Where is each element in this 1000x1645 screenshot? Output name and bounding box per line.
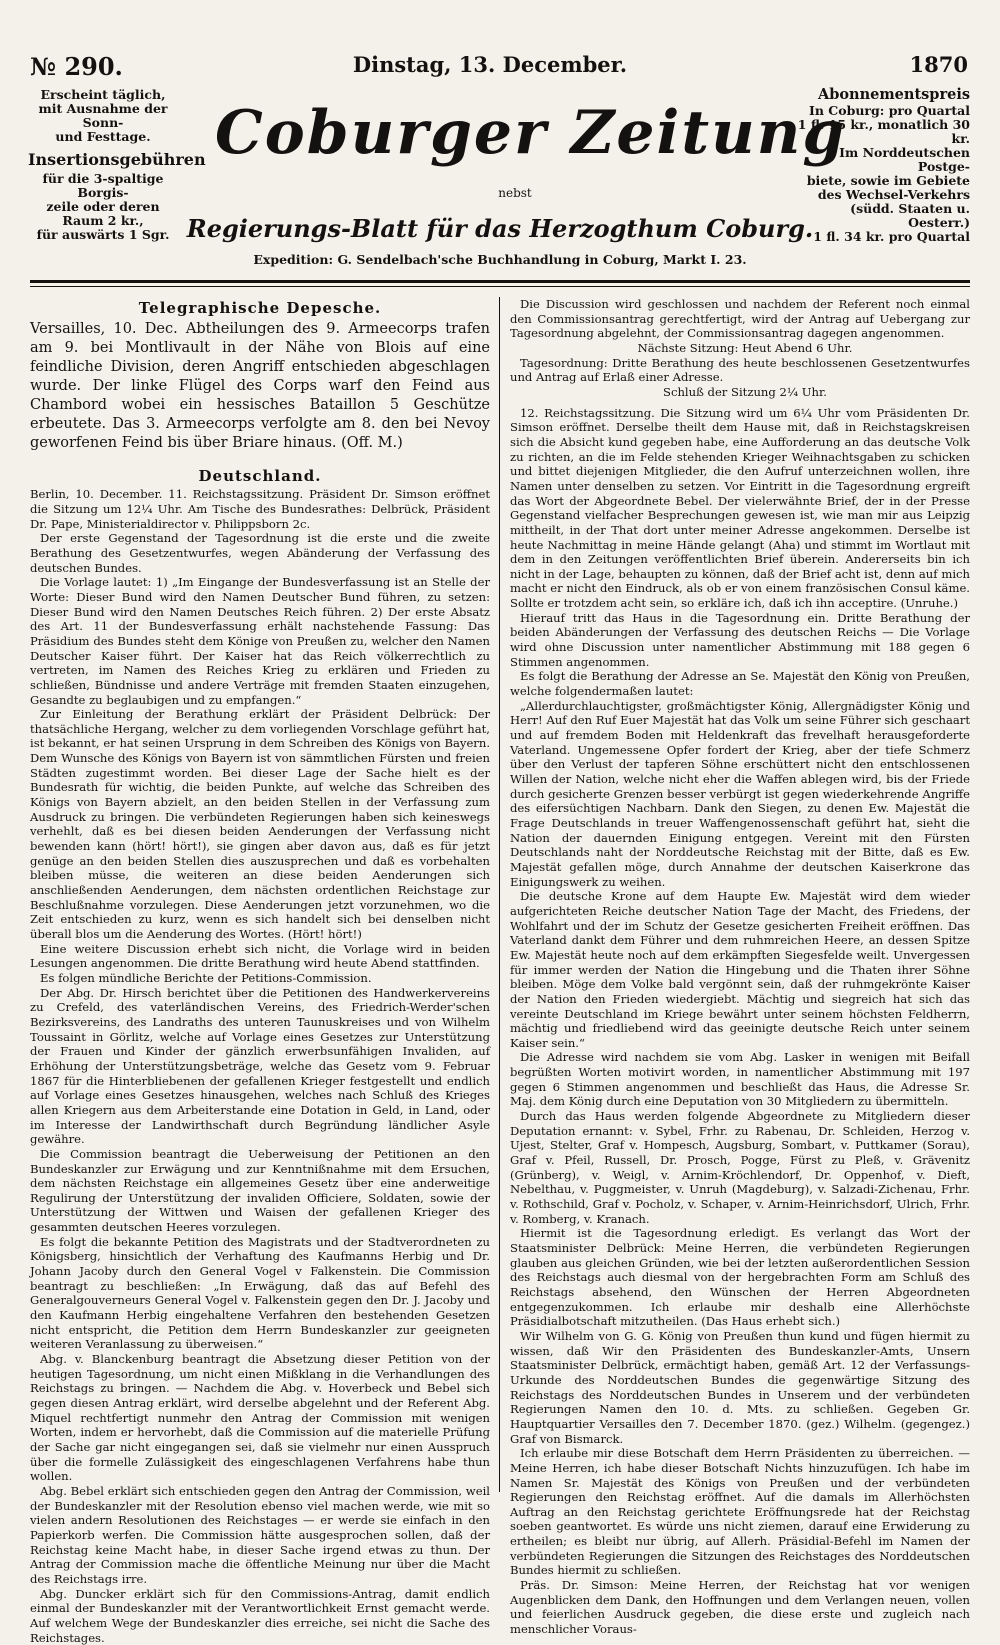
article-paragraph: Der Abg. Dr. Hirsch berichtet über die Petitionen des Handwerkervereins zu Crefeld, des vaterländischen Vereins, des Friedrich-Werder'schen Bezirksvereins, des Landraths des unteren Taunuskreises und von Wilhelm Toussaint in Görlitz, welche auf Vorlage eines Gesetzes zur Unterstützung der Frauen und Kinder der gänzlich erwerbsunfähigen Invaliden, auf Erhöhung der Unterstützungsbeträge, welche das Gesetz vom 9. Februar 1867 für die Hinterbliebenen der gefallenen Krieger festgestellt und endlich auf Vorlage eines Gesetzes hinausgehen, welches nach Schluß des Krieges allen Kriegern aus dem Arbeiterstande eine Dotation in Geld, in Land, oder im Interesse der Landwirthschaft durch Begründung ländlicher Asyle gewähre. [30,985,490,1147]
article-paragraph: Die Adresse wird nachdem sie vom Abg. Lasker in wenigen mit Beifall begrüßten Worten motivirt worden, in namentlicher Abstimmung mit 197 gegen 6 Stimmen angenommen und beschließt das Haus, die Adresse Sr. Maj. dem König durch eine Deputation von 30 Mitgliedern zu übermitteln. [510,1050,970,1109]
article-paragraph: Wir Wilhelm von G. G. König von Preußen thun kund und fügen hiermit zu wissen, daß Wir den Präsidenten des Bundeskanzler-Amts, Unsern Staatsminister Delbrück, ermächtigt haben, gemäß Art. 12 der Verfassungs-Urkunde des Norddeutschen Bundes die gegenwärtige Sitzung des Reichstags des Norddeutschen Bundes in Unserem und der verbündeten Regierungen Namen den 10. d. Mts. zu schließen. Gegeben Gr. Hauptquartier Versailles den 7. December 1870. (gez.) Wilhelm. (gegengez.) Graf von Bismarck. [510,1328,970,1446]
article-paragraph: Präs. Dr. Simson: Meine Herren, der Reichstag hat vor wenigen Augenblicken dem Dank, den Hoffnungen und dem Verlangen neuen, vollen und feierlichen Ausdruck gegeben, die diese erste und zugleich nach menschlicher Voraus- [510,1578,970,1637]
masthead-rule-thick [30,280,970,283]
article-paragraph: Nächste Sitzung: Heut Abend 6 Uhr. [637,340,853,355]
article-paragraph: Versailles, 10. Dec. Abtheilungen des 9. Armeecorps trafen am 9. bei Montlivault in der Nähe von Blois auf eine feindliche Division, deren Angriff entschieden abgeschlagen wurde. Der linke Flügel des Corps warf den Feind aus Chambord wobei ein hessisches Bataillon 5 Geschütze erbeutete. Das 3. Armeecorps verfolgte am 8. den bei Nevoy geworfenen Feind bis über Briare hinaus. (Off. M.) [30,320,490,451]
article-paragraph: Es folgt die bekannte Petition des Magistrats und der Stadtverordneten zu Königsberg, hinsichtlich der Verhaftung des Kaufmanns Herbig und Dr. Johann Jacoby durch den General Vogel v Falkenstein. Die Commission beantragt zu beschließen: „In Erwägung, daß das auf Befehl des Generalgouverneurs General Vogel v. Falkenstein gegen den Dr. J. Jacoby und den Kaufmann Herbig eingehaltene Verfahren den bestehenden Gesetzen nicht entspricht, die Petition dem Herrn Bundeskanzler zur geeigneten weiteren Veranlassung zu überweisen.“ [30,1234,490,1352]
article-paragraph: Es folgt die Berathung der Adresse an Se. Majestät den König von Preußen, welche folgendermaßen lautet: [510,669,970,699]
issue-year: 1870 [909,52,968,77]
section-heading-deutschland: Deutschland. [198,466,322,485]
article-paragraph: Die Vorlage lautet: 1) „Im Eingange der Bundesverfassung ist an Stelle der Worte: Dieser Bund wird den Namen Deutscher Bund führen, zu setzen: Dieser Bund wird den Namen Deutsches Reich führen. 2) Der erste Absatz des Art. 11 der Bundesverfassung erhält nachstehende Fassung: Das Präsidium des Bundes steht dem Könige von Preußen zu, welcher den Namen Deutscher Kaiser führt. Der Kaiser hat das Reich völkerrechtlich zu vertreten, im Namen des Reiches Krieg zu erklären und Frieden zu schließen, Bündnisse und andere Verträge mit fremden Staaten einzugehen, Gesandte zu beglaubigen und zu empfangen.“ [30,575,490,707]
article-paragraph: 12. Reichstagssitzung. Die Sitzung wird um 6¼ Uhr vom Präsidenten Dr. Simson eröffnet. Derselbe theilt dem Hause mit, daß in Reichstagskreisen sich die Absicht kund gegeben habe, eine Aufforderung an das deutsche Volk zu richten, an die im Felde stehenden Krieger Weihnachtsgaben zu schicken und bittet diejenigen Mitglieder, die den Aufruf unterzeichnen wollen, ihre Namen unter denselben zu setzen. Vor Eintritt in die Tagesordnung ergreift das Wort der Abgeordnete Bebel. Der vielerwähnte Brief, der in der Presse Gegenstand vielfacher Besprechungen gewesen ist, wie man mir aus Leipzig mittheilt, in der That dort unter meiner Adresse angekommen. Derselbe ist heute Nachmittag in meine Hände gelangt (Aha) und stimmt im Wortlaut mit dem in den Zeitungen veröffentlichten Brief überein. Andererseits bin ich nicht in der Lage, behaupten zu können, daß der Brief acht ist, denn auf mich macht er nicht den Eindruck, als ob er von einem französischen Consul käme. Sollte er trotzdem acht sein, so erkläre ich, daß ich ihn acceptire. (Unruhe.) [510,405,970,611]
subscription-title: Abonnementspreis [817,86,970,103]
insertion-title: Insertionsgebühren [28,150,206,169]
issue-date: Dinstag, 13. December. [352,52,628,77]
article-paragraph: Die Commission beantragt die Ueberweisung der Petitionen an den Bundeskanzler zur Erwägung und zur Kenntnißnahme mit dem Ersuchen, dem nächsten Reichstage ein allgemeines Gesetz über eine anderweitige Regulirung der Unterstützung der invaliden Officiere, Soldaten, sowie der Unterstützung der Wittwen und Waisen der gefallenen Krieger des gesammten deutschen Heeres vorzulegen. [30,1146,490,1235]
masthead-rule-thin [30,286,970,287]
issue-number: № 290. [30,52,123,81]
expedition-line: Expedition: G. Sendelbach'sche Buchhandlung in Coburg, Markt I. 23. [253,252,747,267]
article-paragraph: „Allerdurchlauchtigster, großmächtigster König, Allergnädigster König und Herr! Auf den Ruf Euer Majestät hat das Volk um seine Führer sich geschaart und auf fremdem Boden mit Heldenkraft das frevelhaft herausgeforderte Vaterland. Ungemessene Opfer fordert der Krieg, aber der tiefe Schmerz über den Verlust der tapferen Söhne erschüttert nicht den entschlossenen Willen der Nation, welche nicht eher die Waffen ablegen wird, bis der Friede durch gesicherte Grenzen besser verbürgt ist gegen wiederkehrende Angriffe des eifersüchtigen Nachbarn. Dank den Siegen, zu denen Ew. Majestät die Frage Deutschlands in treuer Waffengenossenschaft geführt hat, sieht die Nation der dauernden Einigung entgegen. Vereint mit den Fürsten Deutschlands naht der Norddeutsche Reichstag mit der Bitte, daß es Ew. Majestät gefallen möge, durch Annahme der deutschen Kaiserkrone das Einigungswerk zu weihen. [510,698,970,889]
article-paragraph: Die deutsche Krone auf dem Haupte Ew. Majestät wird dem wieder aufgerichteten Reiche deutscher Nation Tage der Macht, des Friedens, der Wohlfahrt und der im Schutz der Gesetze gesicherten Freiheit eröffnen. Das Vaterland dankt dem Führer und dem ruhmreichen Heere, an dessen Spitze Ew. Majestät heute noch auf dem erkämpften Siegesfelde weilt. Unvergessen für immer werden der Nation die Hingebung und die Thaten ihrer Söhne bleiben. Möge dem Volke bald vergönnt sein, daß der ruhmgekrönte Kaiser der Nation den Frieden wiedergiebt. Mächtig und siegreich hat sich das vereinte Deutschland im Kriege bewährt unter seinem höchsten Feldherrn, mächtig und friedliebend wird das geeinigte deutsche Reich unter seinem Kaiser sein.“ [510,889,970,1050]
publication-note: Erscheint täglich, mit Ausnahme der Sonn- und Festtage. [38,87,168,144]
column-divider [499,297,500,1492]
article-paragraph: Eine weitere Discussion erhebt sich nicht, die Vorlage wird in beiden Lesungen angenommen. Die dritte Berathung wird heute Abend stattfinden. [30,941,490,971]
article-paragraph: Berlin, 10. December. 11. Reichstagssitzung. Präsident Dr. Simson eröffnet die Sitzung um 12¼ Uhr. Am Tische des Bundesrathes: Delbrück, Präsident Dr. Pape, Ministerialdirector v. Philippsborn 2c. [30,487,490,531]
newspaper-title: Coburger Zeitung [215,98,847,168]
article-paragraph: Die Discussion wird geschlossen und nachdem der Referent noch einmal den Commissionsantrag gerechtfertigt, wird der Antrag auf Uebergang zur Tagesordnung abgelehnt, der Commissionsantrag dagegen angenommen. [510,297,970,341]
left-column [30,297,490,1645]
nebst-label: nebst [498,186,532,200]
newspaper-subtitle: Regierungs-Blatt für das Herzogthum Coburg. [186,214,814,243]
right-column [510,297,970,1637]
article-paragraph: Abg. Duncker erklärt sich für den Commissions-Antrag, damit endlich einmal der Bundeskanzler mit der Verantwortlichkeit Ernst gemacht werde. Auf welchem Wege der Bundeskanzler dies erreiche, sei nicht die Sache des Reichstages. [30,1586,490,1645]
article-paragraph: Abg. Bebel erklärt sich entschieden gegen den Antrag der Commission, weil der Bundeskanzler mit der Resolution ebenso viel machen werde, wie mit so vielen andern Resolutionen des Reichstages — er werde sie einfach in den Papierkorb werfen. Die Commission hätte ausgesprochen sollen, daß der Reichstag keine Macht habe, in dieser Sache irgend etwas zu thun. Der Antrag der Commission mache die öffentliche Meinung nur über die Macht des Reichstags irre. [30,1483,490,1586]
section-heading-telegraphic: Telegraphische Depesche. [138,299,382,317]
article-paragraph: Schluß der Sitzung 2¼ Uhr. [663,384,827,399]
subscription-note: In Coburg: pro Quartal 1 fl. 15 kr., monatlich 30 kr. Im Norddeutschen Postge- biete, sowie im Gebiete des Wechsel-Verkehrs (südd. Staaten u. Oesterr.) 1 fl. 34 kr. pro Quartal [797,103,970,244]
article-paragraph: Durch das Haus werden folgende Abgeordnete zu Mitgliedern dieser Deputation ernannt: v. Sybel, Frhr. zu Rabenau, Dr. Schleiden, Herzog v. Ujest, Stelter, Graf v. Hompesch, Augsburg, Sombart, v. Puttkamer (Sorau), Graf v. Pfeil, Russell, Dr. Prosch, Pogge, Fürst zu Pleß, v. Grävenitz (Grünberg), v. Weigl, v. Arnim-Kröchlendorf, Dr. Oppenhof, v. Dieft, Nebelthau, v. Puggmeister, v. Unruh (Magdeburg), v. Salzadi-Zichenau, Frhr. v. Rothschild, Graf v. Pocholz, v. Schaper, v. Arnim-Heinrichsdorf, Ulrich, Frhr. v. Romberg, v. Kranach. [510,1109,970,1226]
insertion-note: für die 3-spaltige Borgis- zeile oder deren Raum 2 kr., für auswärts 1 Sgr. [36,171,170,242]
article-paragraph: Tagesordnung: Dritte Berathung des heute beschlossenen Gesetzentwurfes und Antrag auf Erlaß einer Adresse. [510,355,970,385]
article-paragraph: Zur Einleitung der Berathung erklärt der Präsident Delbrück: Der thatsächliche Hergang, welcher zu dem vorliegenden Vorschlage geführt hat, ist bekannt, er hat seinen Ursprung in dem Schreiben des Königs von Bayern. Dem Wunsche des Königs von Bayern ist von sämmtlichen Fürsten und freien Städten zugestimmt worden. Bei dieser Lage der Sache hielt es der Bundesrath für wichtig, die beiden Punkte, auf welche das Schreiben des Königs von Bayern abzielt, an den beiden Stellen in der Verfassung zum Ausdruck zu bringen. Die verbündeten Regierungen haben sich keineswegs verhehlt, daß es bei diesen beiden Aenderungen der Verfassung nicht bewenden kann (hört! hört!), sie gingen aber davon aus, daß es für jetzt genüge an den beiden Stellen dies auszusprechen und daß es vorbehalten bleiben müsse, die weiteren an diese beiden Aenderungen sich anschließenden Aenderungen, dem nächsten ordentlichen Reichstage zur Beschlußnahme vorzulegen. Diese Aenderungen jetzt vorzunehmen, wo die Zeit entschieden zu kurz, wenn es sich handelt sich bei denselben nicht überall blos um die Aenderung des Wortes. (Hört! hört!) [30,707,490,941]
article-paragraph: Hierauf tritt das Haus in die Tagesordnung ein. Dritte Berathung der beiden Abänderungen der Verfassung des deutschen Reichs — Die Vorlage wird ohne Discussion unter namentlicher Abstimmung mit 188 gegen 6 Stimmen angenommen. [510,610,970,669]
article-paragraph: Der erste Gegenstand der Tagesordnung ist die erste und die zweite Berathung des Gesetzentwurfes, wegen Abänderung der Verfassung des deutschen Bundes. [30,531,490,575]
article-paragraph: Es folgen mündliche Berichte der Petitions-Commission. [40,970,372,985]
article-paragraph: Ich erlaube mir diese Botschaft dem Herrn Präsidenten zu überreichen. — Meine Herren, ich habe dieser Botschaft Nichts hinzuzufügen. Ich habe im Namen Sr. Majestät des Königs von Preußen und der verbündeten Regierungen den Reichstag eröffnet. Auf die damals im Allerhöchsten Auftrag an den Reichstag gerichtete Eröffnungsrede hat der Reichstag soeben geantwortet. Es würde uns nicht ziemen, darauf eine Erwiderung zu ertheilen; es bleibt nur übrig, auf Allerh. Präsidial-Befehl im Namen der verbündeten Regierungen die Sitzungen des Reichstages des Norddeutschen Bundes hiermit zu schließen. [510,1446,970,1578]
telegram-block [30,320,490,453]
article-paragraph: Hiermit ist die Tagesordnung erledigt. Es verlangt das Wort der Staatsminister Delbrück: Meine Herren, die verbündeten Regierungen glauben aus gleichen Gründen, wie bei der letzten außerordentlichen Session des Reichstags auch diesmal von der hergebrachten Form am Schluß des Reichstags absehend, den Wünschen der Herren Abgeordneten entgegenzukommen. Ich erlaube mir deshalb eine Allerhöchste Präsidialbotschaft mitzutheilen. (Das Haus erhebt sich.) [510,1226,970,1329]
article-paragraph: Abg. v. Blanckenburg beantragt die Absetzung dieser Petition von der heutigen Tagesordnung, um nicht einen Mißklang in die Verhandlungen des Reichstags zu bringen. — Nachdem die Abg. v. Hoverbeck und Bebel sich gegen diesen Antrag erklärt, wird derselbe abgelehnt und der Referent Abg. Miquel rechtfertigt nunmehr den Antrag der Commission mit wenigen Worten, indem er hervorhebt, daß die Commission auf die materielle Prüfung der Sache gar nicht eingegangen sei, daß sie vielmehr nur einen Ausspruch über die formelle Zulässigkeit des eingeschlagenen Verfahrens habe thun wollen. [30,1352,490,1484]
